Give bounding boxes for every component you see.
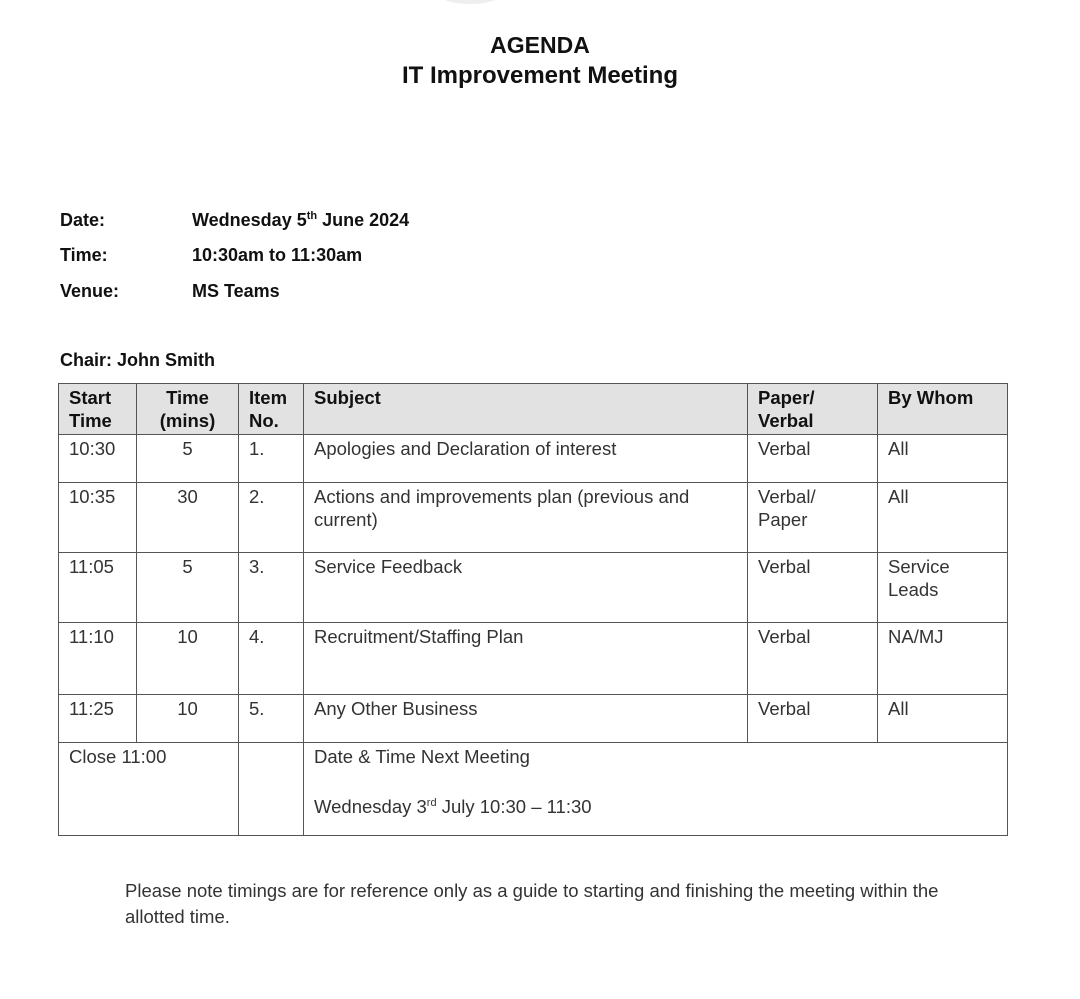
item-no: 5. (239, 695, 304, 743)
item-no: 2. (239, 483, 304, 553)
start-time: 11:10 (59, 623, 137, 695)
by-whom: All (878, 483, 1008, 553)
next-meeting: Date & Time Next Meeting Wednesday 3rd July 10:30 – 11:30 (304, 743, 1008, 836)
meeting-title: IT Improvement Meeting (401, 62, 679, 89)
date-value: Wednesday 5th June 2024 (192, 210, 410, 230)
item-no: 1. (239, 435, 304, 483)
subject: Service Feedback (304, 553, 748, 623)
start-time: 10:30 (59, 435, 137, 483)
table-row (59, 435, 1008, 483)
duration: 30 (137, 483, 239, 553)
by-whom: NA/MJ (878, 623, 1008, 695)
close-row: Close 11:00 Date & Time Next Meeting Wednesday 3rd July 10:30 – 11:30 (59, 743, 1008, 836)
subject: Recruitment/Staffing Plan (304, 623, 748, 695)
by-whom: All (878, 435, 1008, 483)
start-time: 10:35 (59, 483, 137, 553)
subject: Actions and improvements plan (previous and current) (304, 483, 748, 553)
table-row (59, 483, 1008, 553)
duration: 5 (137, 553, 239, 623)
chair: Chair: John Smith (60, 350, 216, 370)
paper-verbal: Verbal (748, 435, 878, 483)
by-whom: Service Leads (878, 553, 1008, 623)
duration: 5 (137, 435, 239, 483)
table-row (59, 553, 1008, 623)
start-time: 11:25 (59, 695, 137, 743)
agenda-page: AGENDA IT Improvement Meeting Date: Wednesday 5th June 2024 Time: 10:30am to 11:30am Venue: MS Teams Chair: John Smith Start Time Time (mins) Item No. Subject Paper/ Verbal By Whom 10:30 5 1. Apologies and Declaration of interest Verbal All 10:35 30 2. Actions and improvements plan (previous and current) Verbal/ Paper All 11:05 5 3. Service Feedback Verbal Service Leads 11:10 10 4. Recruitment/Staffing Plan Verbal NA/MJ 11:25 10 5. Any Other Business Verbal All Close 11:00 Date & Time Next Meeting Wednesday 3rd July 10:30 – 11:30 Please note timings are for reference only as a guide to starting and finishing the meeting within the allotted time. (0, 0, 1080, 999)
by-whom: All (878, 695, 1008, 743)
page-title: AGENDA (490, 32, 590, 58)
start-time: 11:05 (59, 553, 137, 623)
table-header: Start Time Time (mins) Item No. Subject Paper/ Verbal By Whom (59, 384, 1008, 435)
logo-fragment (440, 0, 500, 4)
duration: 10 (137, 623, 239, 695)
paper-verbal: Verbal (748, 695, 878, 743)
item-no: 3. (239, 553, 304, 623)
item-no: 4. (239, 623, 304, 695)
table-row (59, 623, 1008, 695)
table-row (59, 695, 1008, 743)
duration: 10 (137, 695, 239, 743)
paper-verbal: Verbal (748, 623, 878, 695)
subject: Apologies and Declaration of interest (304, 435, 748, 483)
paper-verbal: Verbal/ Paper (748, 483, 878, 553)
timing-note: Please note timings are for reference only as a guide to starting and finishing the meeting within the allotted time. (125, 880, 939, 927)
subject: Any Other Business (304, 695, 748, 743)
paper-verbal: Verbal (748, 553, 878, 623)
agenda-table (58, 383, 1008, 836)
